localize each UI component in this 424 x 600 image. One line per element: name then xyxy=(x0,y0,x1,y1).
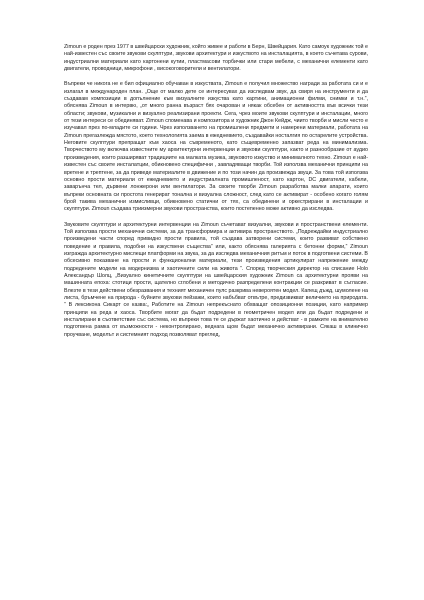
paragraph-biography: Въпреки че никога не е бил официално обучаван в изкуствата, Zimoun е получил множество награди за работата си и е излагал в международен план. „Още от малко дете се интересувах да изследвам звук, да свиря на инструменти и да създавам композиции в допълнение към визуалните изкуства като картини, анимационни филми, снимки и т.н.“, обяснява Zimoun в интервю, „от много ранна възраст бях очарован и някак обсебен от активността във всички тези области; звукови, музикални и визуално реализирани проекти. Сега, чрез моите звукови скулптури и инсталации, много от тези интереси се обединяват. Zimoun споменава и композитора и художник Джон Кейдж, чиито творби и мисли често е изучавал през по-младите си години. Чрез използването на промишлени предмети и намерени материали, работата на Zimoun прегазлежда мястото, което технологията заема в ежедневието, създавайки носталгия по остарелите устройства. Неговите скулптури препращат към хаоса на съвременото, като същевременно запазват реда на минимализма. Творчеството му включва известните му архитектурни интервенции и звукови скулптури, както и разнообразие от аудио произведения, които разширяват традициите на малката музика, звуковото изкуство и минималното техно. Zimoun е най-известен със своите инсталатции, обикновено специфични , завладяващи творби. Той използва механични принципи на вретене и трептене, за да приведе материалите в движение и по този начин да произвежда звуци. За това той използва основно прости материали от ежедневието и индустриалната промишленост, като картон, DC двигатели, кабели, заварънча тел, дървени лонжерони или вентилатори. За своите творби Zimoun разработва малки апарати, които въпреки основната си простота генерират тонална и визуална сложност, след като се активират - особено когато голям брой такива механични измисливци, обикновено статични от тях, са обединени и оркестрирани в инсталации и скулптури. Zimoun създава триизмерни звукови пространства, които постепенно може активно да изследва. xyxy=(64,81,368,213)
document-page xyxy=(64,44,368,347)
paragraph-works: Звуковите скулптури и архитектурни интервенции на Zimoun съчетават визуални, звукови и пространствени елементи. Той използва прости механични системи, за да трансформира и активира пространството. „Подреждайки индустриално произведени части според привидно прости правила, той създава затворени системи, които развиват собствено поведение и правила, подобни на изкуствени същества“ или, както обяснява галерията с бетонни форми,“ Zimoun изгражда архитектурно мислещи платформи на звука, за да изследва механичния ритъм и поток в подготвени системи. В обсесивно показване на прости и функционални материали, тези произведения артикулират напрежение между подредените модели на модернизма и хаотичните сили на живота “. Според творческия директор на списание Holo Александър Шолц, „Визуално кинетичните скулптури на швейцарския художник Zimoun са архитектурни прояви на машинната епоха: стотици прости, щателно сглобени и методично разпределени контракции се разкриват в съгласие. Влезте в тези действени обезразвания и техният механичен пулс разкрива невероятен модел. Капещ дъжд, шумолене на листа, бръмчене на природа - буйните звукови пейзажи, които набъбват отвътре, предизвикват величието на природата. “ В лексикона Сикарт се казва:„ Работите на Zimoun непрекъснато обхващат опозиционни позиции, като например принципи на реда и хаоса. Творбите могат да бъдат подредени в геометричен модел или да бъдат подредени и инсталирани в съответствие със система, но въпреки това те се държат хаотично и действат - в рамките на внимателно подготвена рамка от възможности - неконтролирано, веднага щом бъдат механично активирани. Сякаш в клинично проучване, моделът и системният подход позволяват преглед, xyxy=(64,221,368,338)
paragraph-intro: Zimoun е роден през 1977 в швейцарски художник, който живее и работи в Берн, Швейцария. Като самоук художник той е най-известен със своите звукови скулптури, звукови архитектури и изкуството на инсталацията, в което съчетава сурови, индустриални материали като картонени кутии, пластмасови торбички или стари мебели, с механични елементи като двигатели, проводници, микрофони , високоговорители и вентилатори. xyxy=(64,44,368,73)
